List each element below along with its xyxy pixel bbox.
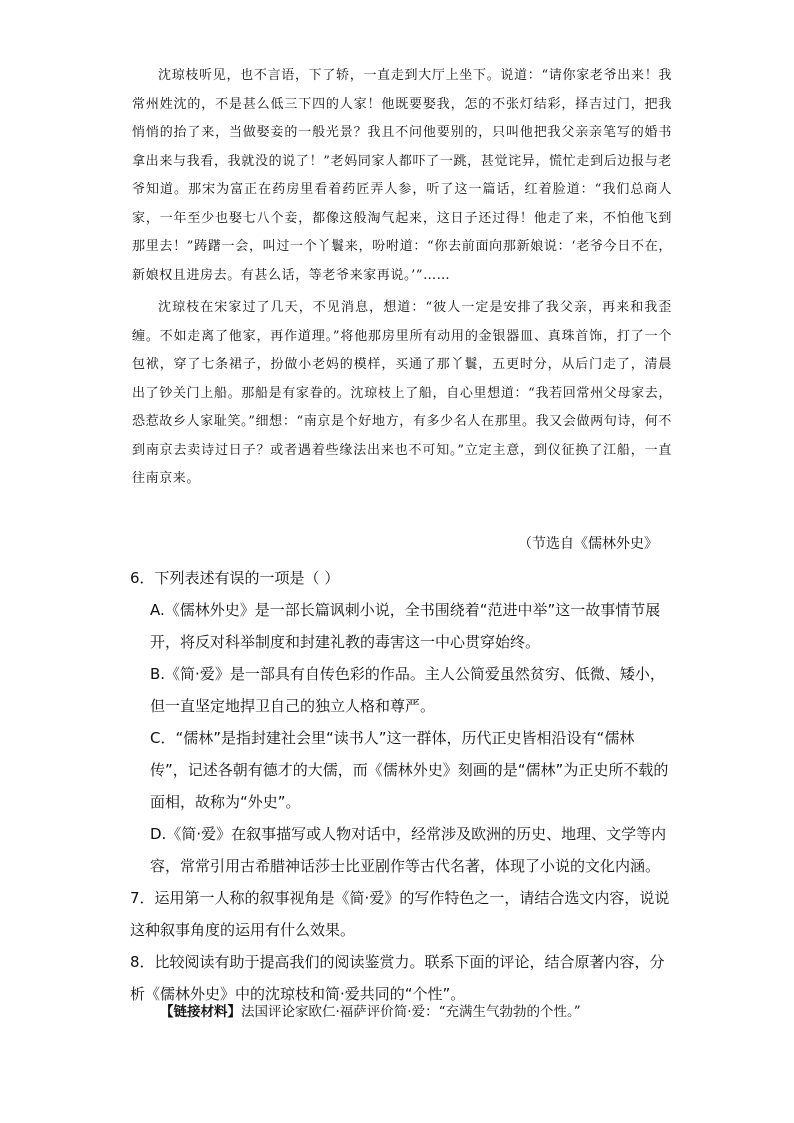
passage-paragraph-2: 沈琼枝在宋家过了几天，不见消息，想道：“彼人一定是安排了我父亲，再来和我歪缠。不如走离了他家，再作道理。”将他那房里所有动用的金银器皿、真珠首饰，打了一个包袱，穿了七条裙子，扮做小老妈的模样，买通了那丫鬟，五更时分，从后门走了，清晨出了钞关门上船。那船是有家眷的。沈琼枝上了船，自心里想道：“我若回常州父母家去，恐惹故乡人家耻笑。”细想：“南京是个好地方，有多少名人在那里。我又会做两句诗，何不到南京去卖诗过日子？或者遇着些缘法出来也不可知。”立定主意，到仪征换了江船，一直往南京来。 bbox=[132, 300, 672, 486]
question-6-option-a: A.《儒林外史》是一部长篇讽刺小说，全书围绕着“范进中举”这一故事情节展开，将反对科举制度和封建礼教的毒害这一中心贯穿始终。 bbox=[150, 601, 661, 651]
link-material bbox=[160, 1000, 680, 1024]
question-6-option-b: B.《简·爱》是一部具有自传色彩的作品。主人公简爱虽然贫穷、低微、矮小，但一直坚定地捍卫自己的独立人格和尊严。 bbox=[150, 665, 665, 715]
passage-paragraph-1: 沈琼枝听见，也不言语，下了轿，一直走到大厅上坐下。说道：“请你家老爷出来！我常州姓沈的，不是甚么低三下四的人家！他既要娶我，怎的不张灯结彩，择吉过门，把我悄悄的抬了来，当做娶妾的一般光景？我且不问他要别的，只叫他把我父亲亲笔写的婚书拿出来与我看，我就没的说了！”老妈同家人都吓了一跳，甚觉诧异，慌忙走到后边报与老爷知道。那宋为富正在药房里看着药匠弄人参，听了这一篇话，红着脸道：“我们总商人家，一年至少也娶七八个妾，都像这般淘气起来，这日子还过得！他走了来，不怕他飞到那里去！”踌躇一会，叫过一个丫鬟来，吩咐道：“你去前面向那新娘说：‘老爷今日不在，新娘权且进房去。有甚么话，等老爷来家再说。’”…… bbox=[132, 68, 672, 283]
question-6-stem: 6．下列表述有误的一项是（ ） bbox=[130, 569, 340, 587]
questions-section bbox=[130, 562, 670, 1010]
question-6-option-d: D.《简·爱》在叙事描写或人物对话中，经常涉及欧洲的历史、地理、文学等内容，常常引用古希腊神话莎士比亚剧作等古代名著，体现了小说的文化内涵。 bbox=[150, 825, 667, 875]
link-material-body: 法国评论家欧仁·福萨评价简·爱：“充满生气勃勃的个性。” bbox=[241, 1004, 581, 1020]
question-7: 7．运用第一人称的叙事视角是《简·爱》的写作特色之一，请结合选文内容，说说这种叙事角度的运用有什么效果。 bbox=[130, 889, 670, 939]
question-8: 8．比较阅读有助于提高我们的阅读鉴赏力。联系下面的评论，结合原著内容，分析《儒林外史》中的沈琼枝和简·爱共同的“个性”。 bbox=[130, 953, 665, 1003]
passage-source: （节选自《儒林外史》 bbox=[518, 536, 658, 552]
question-6-option-c: C．“儒林”是指封建社会里“读书人”这一群体，历代正史皆相沿设有“儒林传”，记述各朝有德才的大儒，而《儒林外史》刻画的是“儒林”为正史所不载的面相，故称为“外史”。 bbox=[150, 729, 669, 811]
reading-passage bbox=[132, 62, 672, 494]
link-material-tag: 【链接材料】 bbox=[160, 1004, 241, 1020]
